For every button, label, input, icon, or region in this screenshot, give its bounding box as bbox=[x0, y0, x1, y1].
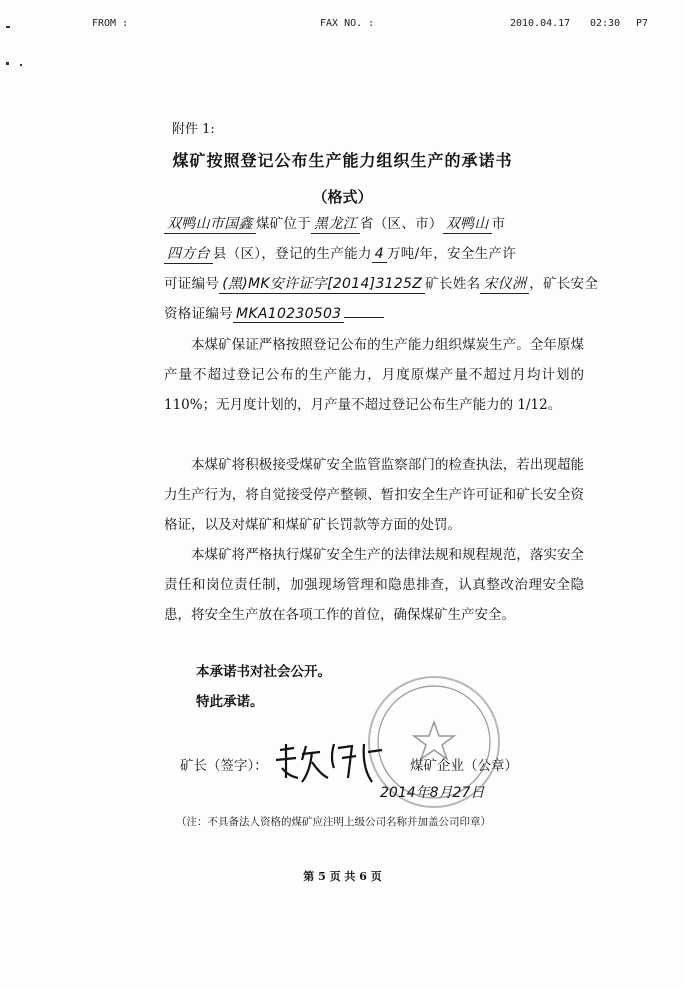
capacity-text: 万吨/年，安全生产许 bbox=[386, 246, 517, 262]
attachment-label: 附件 1: bbox=[172, 122, 215, 137]
cert-number-field: MKA10230503 bbox=[233, 306, 344, 323]
paragraph-text: 本煤矿将严格执行煤矿安全生产的法律法规和规程规范，落实安全责任和岗位责任制，加强现场管理和隐患排查，认真整改治理安全隐患，将安全生产放在各项工作的首位，确保煤矿生产安全。 bbox=[164, 547, 584, 623]
company-seal-label: 煤矿企业（公章） bbox=[410, 758, 518, 774]
fax-time: 02:30 bbox=[590, 18, 621, 29]
province-field: 黑龙江 bbox=[311, 213, 360, 234]
form-line-3 bbox=[164, 272, 598, 294]
fax-page: P7 bbox=[636, 18, 649, 29]
manager-name-field: 宋仪洲 bbox=[480, 273, 529, 294]
footnote: （注：不具备法人资格的煤矿应注明上级公司名称并加盖公司印章） bbox=[176, 816, 491, 828]
form-line-1 bbox=[164, 212, 505, 234]
commitment-paragraph-1 bbox=[164, 330, 584, 420]
mine-name-field: 双鸭山市国鑫 bbox=[164, 213, 256, 234]
cert-text: 资格证编号 bbox=[164, 306, 233, 322]
form-line-4 bbox=[164, 302, 384, 323]
hereby-statement: 特此承诺。 bbox=[196, 694, 264, 710]
page-number: 第 5 页 共 6 页 bbox=[303, 870, 382, 883]
capacity-field: 4 bbox=[372, 246, 387, 263]
public-notice: 本承诺书对社会公开。 bbox=[196, 664, 331, 680]
cert-blank-line bbox=[344, 317, 384, 318]
form-line-2 bbox=[164, 242, 516, 264]
license-number-field: (黑)MK安许证字[2014]3125Z bbox=[219, 273, 425, 294]
fax-date: 2010.04.17 bbox=[510, 18, 571, 29]
signature-icon bbox=[272, 738, 392, 788]
scan-mark bbox=[6, 26, 10, 28]
manager-cert-text: ，矿长安全 bbox=[529, 276, 599, 292]
license-text: 可证编号 bbox=[164, 276, 220, 292]
signature-date: 2014年8月27日 bbox=[380, 785, 485, 801]
fax-from: FROM : bbox=[92, 18, 129, 29]
county-field: 四方台 bbox=[164, 243, 213, 264]
mine-located-text: 煤矿位于 bbox=[255, 216, 312, 232]
paragraph-text: 本煤矿保证严格按照登记公布的生产能力组织煤炭生产。全年原煤产量不超过登记公布的生产能力，月度原煤产量不超过月均计划的 110%；无月度计划的，月产量不超过登记公布生产能力的 1/12。 bbox=[164, 337, 584, 413]
scan-mark bbox=[6, 62, 9, 65]
page-title: 煤矿按照登记公布生产能力组织生产的承诺书 bbox=[172, 151, 513, 170]
county-text: 县（区），登记的生产能力 bbox=[212, 246, 372, 262]
fax-header bbox=[0, 18, 685, 34]
commitment-paragraph-3 bbox=[164, 540, 584, 630]
scan-mark bbox=[20, 64, 22, 66]
manager-text: 矿长姓名 bbox=[425, 276, 481, 292]
signature-label: 矿长（签字）： bbox=[180, 758, 268, 774]
province-text: 省（区、市） bbox=[359, 216, 443, 232]
page-subtitle: （格式） bbox=[312, 188, 373, 206]
fax-number: FAX NO. : bbox=[320, 18, 375, 29]
city-text: 市 bbox=[491, 216, 506, 232]
city-field: 双鸭山 bbox=[443, 213, 492, 234]
manager-signature bbox=[272, 738, 392, 788]
commitment-paragraph-2 bbox=[164, 450, 584, 540]
paragraph-text: 本煤矿将积极接受煤矿安全监管监察部门的检查执法，若出现超能力生产行为，将自觉接受停产整顿、暂扣安全生产许可证和矿长安全资格证，以及对煤矿和煤矿矿长罚款等方面的处罚。 bbox=[164, 457, 584, 533]
